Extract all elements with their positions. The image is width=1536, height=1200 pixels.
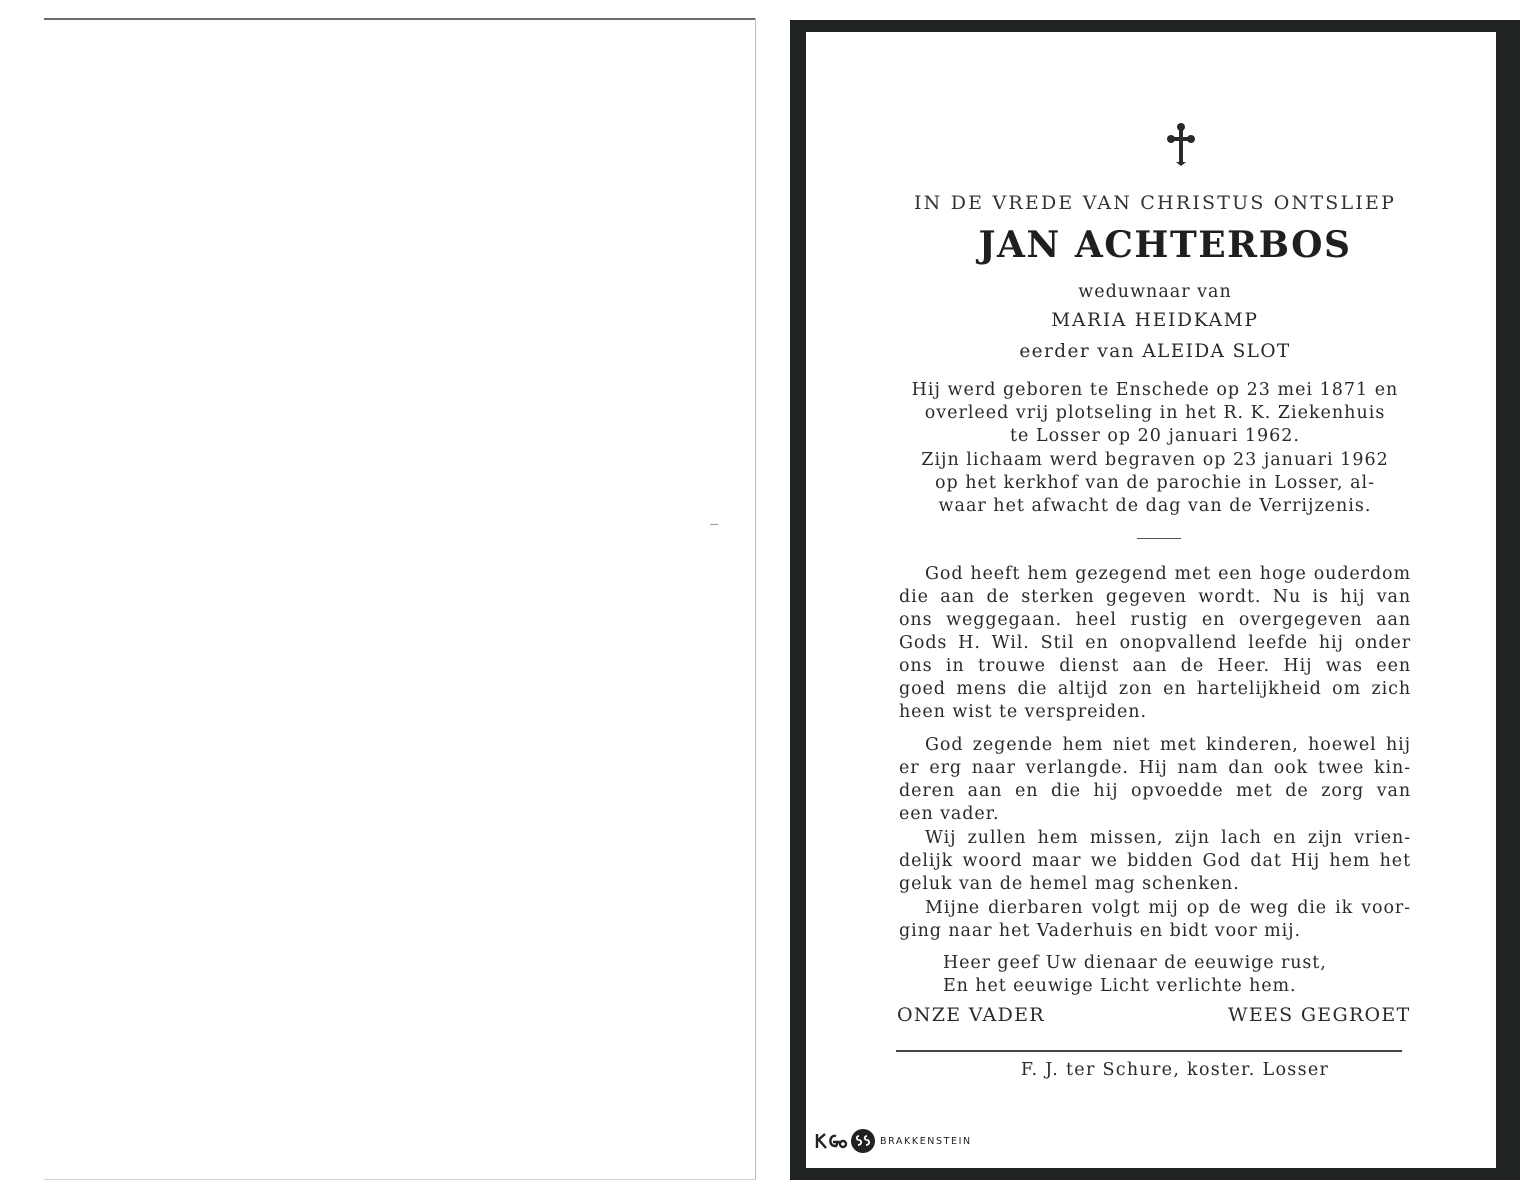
biography-line: te Losser op 20 januari 1962.: [1010, 426, 1300, 446]
biography-line: Hij werd geboren te Enschede op 23 mei 1871 en: [911, 380, 1399, 400]
paragraph-line: heen wist te verspreiden.: [899, 702, 1147, 722]
paragraph-line: delijk woord maar we bidden God dat Hij hem het: [899, 851, 1411, 871]
paragraph-line: ging naar het Vaderhuis en bidt voor mij.: [899, 921, 1301, 941]
publisher-name: BRAKKENSTEIN: [880, 1136, 972, 1147]
scan-speck: [710, 524, 718, 525]
paragraph-farewell: [899, 897, 1411, 943]
paragraph-line: geluk van de hemel mag schenken.: [899, 874, 1240, 894]
prayer-line: En het eeuwige Licht verlichte hem.: [943, 976, 1297, 996]
long-divider: [896, 1050, 1402, 1052]
printer-credit: F. J. ter Schure, koster. Losser: [1020, 1060, 1330, 1080]
paragraph-missing: [899, 827, 1411, 896]
spouse-name: MARIA HEIDKAMP: [1051, 310, 1259, 331]
paragraph-line: goed mens die altijd zon en hartelijkheid om zich: [899, 679, 1411, 699]
paragraph-line: die aan de sterken gegeven wordt. Nu is hij van: [899, 587, 1411, 607]
widower-of-label: weduwnaar van: [1078, 282, 1232, 302]
biography-line: Zijn lichaam werd begraven op 23 januari 1962: [921, 450, 1389, 470]
paragraph-blessing: [899, 563, 1411, 724]
paragraph-line: Wij zullen hem missen, zijn lach en zijn vrien-: [925, 828, 1411, 848]
publisher-monogram-icon: [814, 1130, 848, 1152]
biography-line: waar het afwacht de dag van de Verrijzenis.: [938, 496, 1372, 516]
biography-line: overleed vrij plotseling in het R. K. Ziekenhuis: [924, 403, 1386, 423]
paragraph-line: ons in trouwe dienst aan de Heer. Hij was een: [899, 656, 1411, 676]
paragraph-line: deren aan en die hij opvoedde met de zorg van: [899, 781, 1411, 801]
paragraph-line: God zegende hem niet met kinderen, hoewel hij: [925, 735, 1411, 755]
paragraph-line: een vader.: [899, 804, 1000, 824]
prayer-hail-mary: WEES GEGROET: [1228, 1004, 1411, 1026]
card-heading: IN DE VREDE VAN CHRISTUS ONTSLIEP: [913, 192, 1397, 214]
prayer-line: Heer geef Uw dienaar de eeuwige rust,: [943, 953, 1327, 973]
page-bottom-edge: [44, 1179, 756, 1180]
previous-spouse: eerder van ALEIDA SLOT: [1019, 341, 1291, 362]
paragraph-line: Gods H. Wil. Stil en onopvallend leefde hij onder: [899, 633, 1411, 653]
paragraph-line: er erg naar verlangde. Hij nam dan ook twee kin-: [899, 758, 1411, 778]
deceased-name: JAN ACHTERBOS: [978, 224, 1352, 266]
left-blank-page: [44, 18, 756, 1180]
paragraph-line: Mijne dierbaren volgt mij op de weg die ik voor-: [925, 898, 1411, 918]
short-divider: [1137, 538, 1181, 539]
biography-line: op het kerkhof van de parochie in Losser, al-: [934, 473, 1376, 493]
publisher-seal-icon: [850, 1128, 876, 1154]
prayer-our-father: ONZE VADER: [897, 1004, 1045, 1026]
paragraph-line: ons weggegaan. heel rustig en overgegeven aan: [899, 610, 1411, 630]
paragraph-line: God heeft hem gezegend met een hoge ouderdom: [925, 564, 1411, 584]
paragraph-children: [899, 734, 1411, 826]
closing-prayer: [943, 952, 1363, 998]
page-fold-edge: [755, 18, 756, 1180]
page-top-edge: [44, 18, 756, 20]
cross-icon: [1167, 122, 1195, 166]
